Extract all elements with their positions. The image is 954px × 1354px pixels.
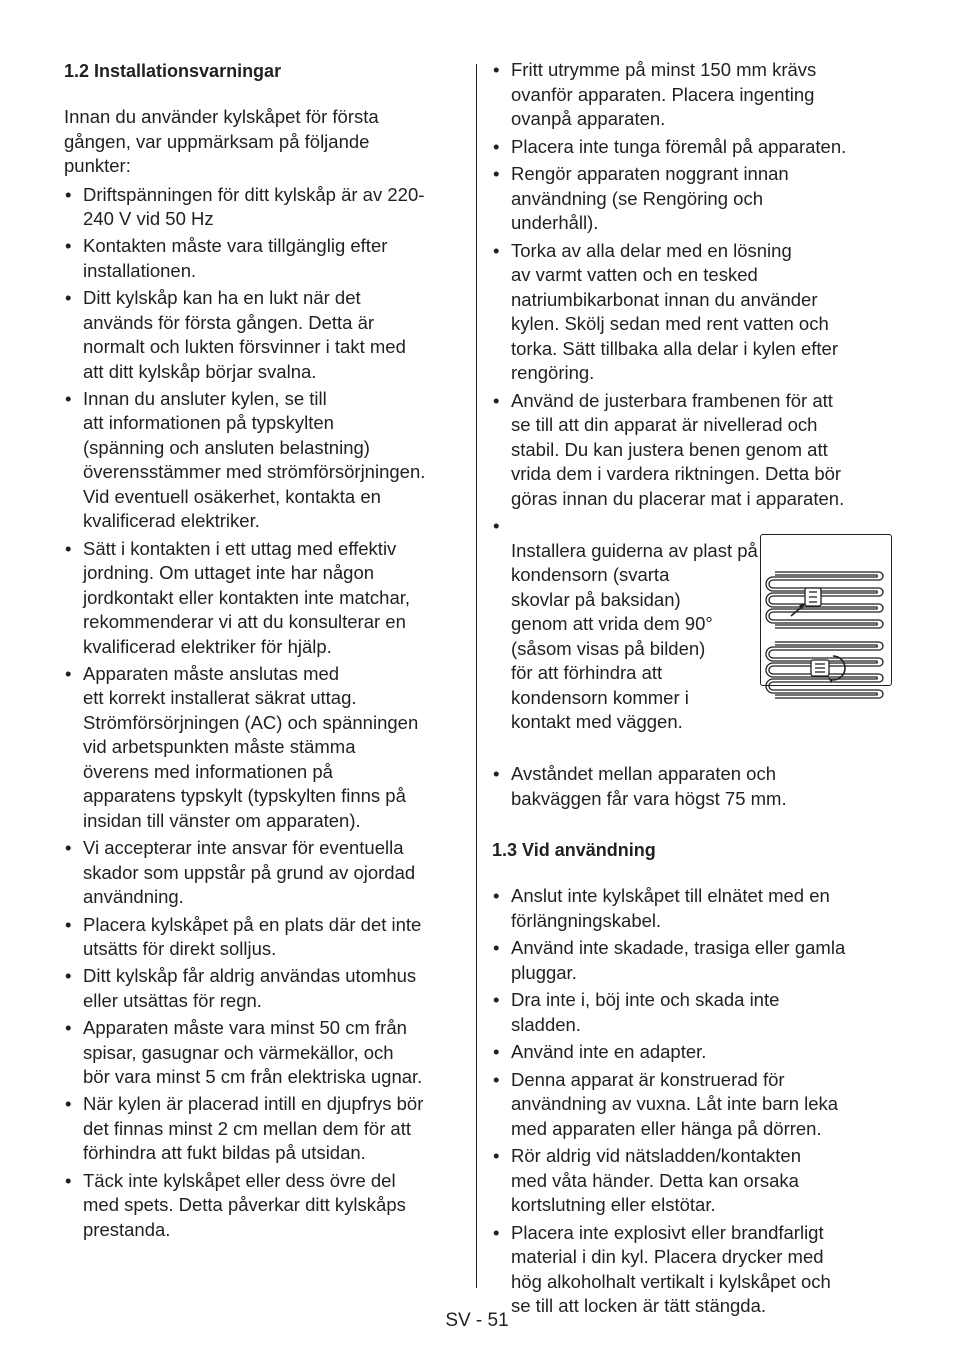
list-item: • Driftspänningen för ditt kylskåp är av 220- 240 V vid 50 Hz (64, 183, 466, 232)
list-item: • Använd inte skadade, trasiga eller gamla pluggar. (492, 936, 892, 985)
list-item: • Ditt kylskåp kan ha en lukt när det används för första gången. Detta är normalt och lukten försvinner i takt med att ditt kylskåp börjar svalna. (64, 286, 466, 384)
left-column (64, 58, 466, 1245)
list-item: • Avståndet mellan apparaten och bakväggen får vara högst 75 mm. (492, 762, 892, 811)
page-number: SV - 51 (445, 1310, 509, 1331)
list-item: • Använd de justerbara frambenen för att se till att din apparat är nivellerad och stabil. Du kan justera benen genom att vrida dem i vardera riktningen. Detta bör göras innan du placerar mat i apparaten. (492, 389, 892, 512)
list-item: • Vi accepterar inte ansvar för eventuella skador som uppstår på grund av ojordad användning. (64, 836, 466, 910)
list-item: • Ditt kylskåp får aldrig användas utomhus eller utsättas för regn. (64, 964, 466, 1013)
condenser-coil-icon (761, 560, 890, 709)
list-item: • Placera kylskåpet på en plats där det inte utsätts för direkt solljus. (64, 913, 466, 962)
usage-warning-list (492, 884, 892, 1319)
list-item: • Torka av alla delar med en lösning av varmt vatten och en tesked natriumbikarbonat innan du använder kylen. Skölj sedan med rent vatten och torka. Sätt tillbaka alla delar i kylen efter rengöring. (492, 239, 892, 386)
list-item: • Innan du ansluter kylen, se till att informationen på typskylten (spänning och ansluten belastning) överensstämmer med strömförsörjningen. Vid eventuell osäkerhet, kontakta en kvalificerad elektriker. (64, 387, 466, 534)
list-item: • Placera inte tunga föremål på apparaten. (492, 135, 892, 160)
right-column (492, 58, 892, 1322)
usage-section (492, 837, 892, 1319)
list-item: • Använd inte en adapter. (492, 1040, 892, 1065)
list-item: • Dra inte i, böj inte och skada inte sladden. (492, 988, 892, 1037)
list-item-condenser-guides (492, 514, 892, 759)
section-heading-installation-warnings: 1.2 Installationsvarningar (64, 61, 282, 81)
list-item: • Kontakten måste vara tillgänglig efter installationen. (64, 234, 466, 283)
list-item: • Apparaten måste anslutas med ett korrekt installerat säkrat uttag. Strömförsörjningen (AC) och spänningen vid arbetspunkten måste stämma överens med informationen på apparatens typskylt (typskylten finns på insidan till vänster om apparaten). (64, 662, 466, 834)
condenser-guides-text: Installera guiderna av plast på kondensorn (svarta skovlar på baksidan) genom att vrida dem 90° (såsom visas på bilden) för att förhindra att kondensorn kommer i kontakt med väggen. (511, 539, 758, 732)
list-item: • Anslut inte kylskåpet till elnätet med en förlängningskabel. (492, 884, 892, 933)
list-item: • Täck inte kylskåpet eller dess övre del med spets. Detta påverkar ditt kylskåps prestanda. (64, 1169, 466, 1243)
list-item: • Sätt i kontakten i ett uttag med effektiv jordning. Om uttaget inte har någon jordkontakt eller kontakten inte matchar, rekommenderar vi att du konsulterar en kvalificerad elektriker för hjälp. (64, 537, 466, 660)
list-item: • När kylen är placerad intill en djupfrys bör det finnas minst 2 cm mellan dem för att förhindra att fukt bildas på utsidan. (64, 1092, 466, 1166)
installation-warning-list-continued (492, 58, 892, 811)
intro-paragraph: Innan du använder kylskåpet för första gången, var uppmärksam på följande punkter: (64, 106, 379, 176)
list-item: • Rör aldrig vid nätsladden/kontakten med våta händer. Detta kan orsaka kortslutning eller elstötar. (492, 1144, 892, 1218)
list-item: • Placera inte explosivt eller brandfarligt material i din kyl. Placera drycker med hög alkoholhalt vertikalt i kylskåpet och se till att locken är tätt stängda. (492, 1221, 892, 1319)
column-divider (476, 64, 477, 1288)
section-heading-usage: 1.3 Vid användning (492, 840, 656, 860)
installation-warning-list (64, 183, 466, 1243)
condenser-guide-figure (760, 534, 892, 686)
list-item: • Denna apparat är konstruerad för användning av vuxna. Låt inte barn leka med apparaten eller hänga på dörren. (492, 1068, 892, 1142)
list-item: • Apparaten måste vara minst 50 cm från spisar, gasugnar och värmekällor, och bör vara minst 5 cm från elektriska ugnar. (64, 1016, 466, 1090)
list-item: • Rengör apparaten noggrant innan användning (se Rengöring och underhåll). (492, 162, 892, 236)
list-item: • Fritt utrymme på minst 150 mm krävs ovanför apparaten. Placera ingenting ovanpå apparaten. (492, 58, 892, 132)
